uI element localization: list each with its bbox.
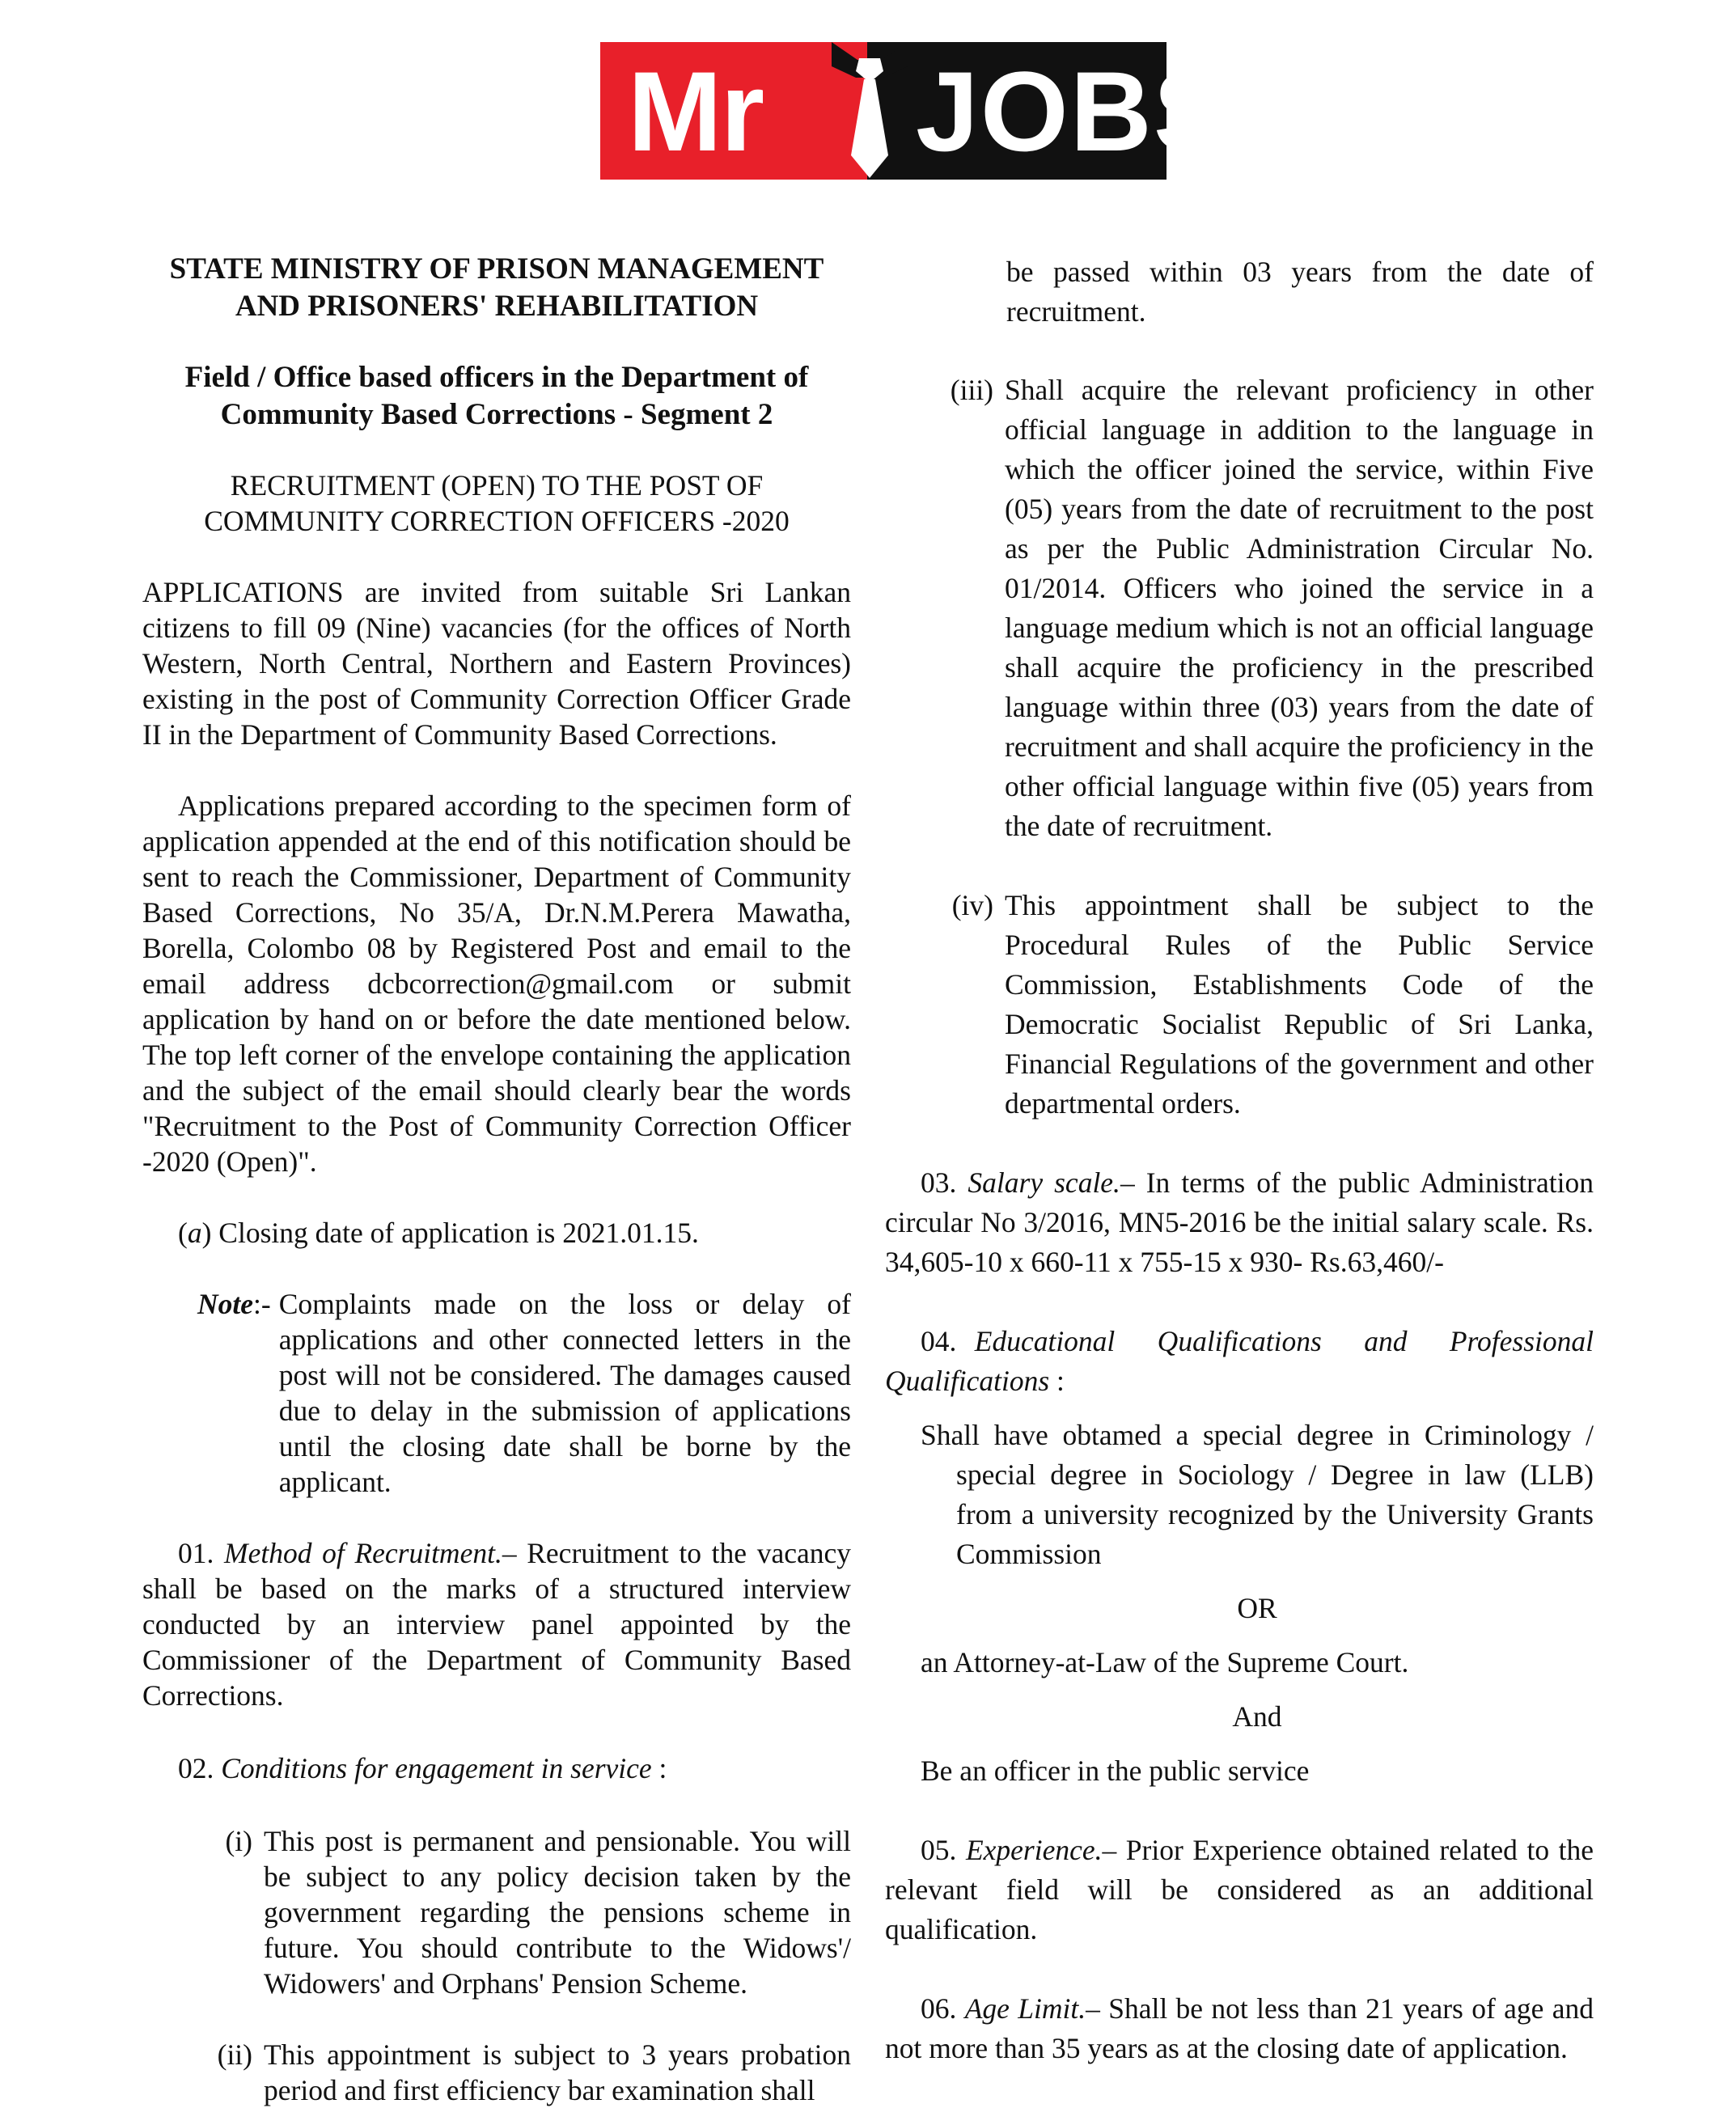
right-column — [885, 252, 1594, 2068]
condition-i-number: (i) — [225, 1825, 252, 1857]
attorney-text: an Attorney-at-Law of the Supreme Court. — [921, 1646, 1409, 1678]
condition-iii-text: Shall acquire the relevant proficiency in other official language in addition to the language in which the officer joined the service, within Five (05) years from the date of recruitment to the post as per the Public Administration Circular No. 01/2014. Officers who joined the service in a language medium which is not an official language shall acquire the proficiency in the prescribed language within three (03) years from the date of recruitment and shall acquire the proficiency in the other official language within five (05) years from the date of recruitment. — [1005, 374, 1594, 842]
closing-text: ) Closing date of application is 2021.01.15. — [201, 1217, 699, 1249]
section-06-title: Age Limit. — [964, 1992, 1086, 2025]
condition-i-text: This post is permanent and pensionable. You will be subject to any policy decision taken by the government regarding the pensions scheme in future. You should contribute to the Widows'/ Widowers' and Orphans' Pension Scheme. — [264, 1825, 851, 2000]
closing-open-paren: ( — [178, 1217, 188, 1249]
section-01-title: Method of Recruitment. — [224, 1537, 502, 1569]
condition-ii-continued: be passed within 03 years from the date of recruitment. — [1006, 256, 1594, 328]
section-03-title: Salary scale. — [968, 1166, 1120, 1199]
intro-paragraph: APPLICATIONS are invited from suitable Sri Lankan citizens to fill 09 (Nine) vacancies (for the offices of North Western, North Central, Northern and Eastern Provinces) existing in the post of Community Correction Officer Grade II in the Department of Community Based Corrections. — [142, 576, 851, 751]
logo-text-mr: Mr — [628, 48, 764, 175]
closing-date — [142, 1215, 851, 1251]
section-01-number: 01. — [178, 1537, 214, 1569]
ministry-title-line1: STATE MINISTRY OF PRISON MANAGEMENT — [169, 252, 824, 286]
ministry-title-line2: AND PRISONERS' REHABILITATION — [235, 290, 759, 323]
section-04-title: Educational Qualifications and Professional Qualifications — [885, 1325, 1594, 1397]
section-05 — [885, 1831, 1594, 1949]
post-title-line2: COMMUNITY CORRECTION OFFICERS -2020 — [204, 505, 790, 537]
note-separator: :- — [253, 1288, 271, 1320]
note-block — [197, 1286, 851, 1500]
department-title-line2: Community Based Corrections - Segment 2 — [220, 398, 773, 431]
condition-iv-text: This appointment shall be subject to the Procedural Rules of the Public Service Commission, Establishments Code of the Democratic Socialist Republic of Sri Lanka, Financial Regulations of the government and other departmental orders. — [1005, 889, 1594, 1120]
left-column — [142, 251, 851, 2108]
condition-ii-number: (ii) — [217, 2038, 252, 2071]
condition-i — [142, 1823, 851, 2001]
section-05-text: – Prior Experience obtained related to the relevant field will be considered as an additional qualification. — [885, 1834, 1594, 1945]
note-text: Complaints made on the loss or delay of applications and other connected letters in the post will not be considered. The damages caused due to delay in the submission of applications until the closing date shall be borne by the applicant. — [278, 1288, 851, 1498]
qualification-text: Shall have obtamed a special degree in Criminology / special degree in Sociology / Degree in law (LLB) from a university recognized by the University Grants Commission — [921, 1419, 1594, 1570]
logo-text-jobs: JOBS — [916, 48, 1231, 175]
section-06-text: – Shall be not less than 21 years of age and not more than 35 years as at the closing date of application. — [885, 1992, 1594, 2064]
public-service-text: Be an officer in the public service — [921, 1755, 1310, 1787]
note-label — [197, 1286, 271, 1500]
section-02-colon: : — [651, 1752, 667, 1784]
condition-iii-number: (iii) — [950, 374, 993, 406]
section-03-text: – In terms of the public Administration circular No 3/2016, MN5-2016 be the initial salary scale. Rs. 34,605-10 x 660-11 x 755-15 x 930- Rs.63,460/- — [885, 1166, 1594, 1278]
condition-ii-text: This appointment is subject to 3 years probation period and first efficiency bar examination shall — [264, 2038, 851, 2106]
section-06 — [885, 1989, 1594, 2068]
department-title-line1: Field / Office based officers in the Department of — [184, 361, 809, 394]
section-05-number: 05. — [921, 1834, 957, 1866]
condition-iii — [885, 370, 1594, 846]
note-label-word: Note — [197, 1288, 254, 1320]
post-title-line1: RECRUITMENT (OPEN) TO THE POST OF — [230, 469, 764, 502]
section-04-number: 04. — [921, 1325, 957, 1357]
section-04 — [885, 1322, 1594, 1401]
section-01-text: – Recruitment to the vacancy shall be based on the marks of a structured interview conducted by an interview panel appointed by the Commissioner of the Department of Community Based Corrections. — [142, 1537, 851, 1712]
and-separator: And — [1232, 1700, 1282, 1733]
section-04-colon: : — [1049, 1365, 1065, 1397]
condition-iv-number: (iv) — [951, 889, 993, 921]
section-05-title: Experience. — [965, 1834, 1103, 1866]
closing-letter: a — [187, 1217, 202, 1249]
section-02-number: 02. — [178, 1752, 214, 1784]
or-separator: OR — [1237, 1592, 1277, 1624]
condition-ii — [142, 2037, 851, 2108]
section-02-title: Conditions for engagement in service — [221, 1752, 652, 1784]
tie-icon — [825, 42, 914, 180]
section-06-number: 06. — [921, 1992, 957, 2025]
section-03-number: 03. — [921, 1166, 957, 1199]
section-01 — [142, 1535, 851, 1713]
section-03 — [885, 1163, 1594, 1282]
condition-iv — [885, 886, 1594, 1124]
section-02 — [142, 1750, 851, 1786]
mrjobs-logo — [600, 42, 1231, 180]
applications-paragraph: Applications prepared according to the specimen form of application appended at the end of this notification should be sent to reach the Commissioner, Department of Community Based Corrections, No 35/A, Dr.N.M.Perera Mawatha, Borella, Colombo 08 by Registered Post and email to the email address dcbcorrection@gmail.com or submit application by hand on or before the date mentioned below. The top left corner of the envelope containing the application and the subject of the email should clearly bear the words "Recruitment to the Post of Community Correction Officer -2020 (Open)". — [142, 789, 851, 1178]
